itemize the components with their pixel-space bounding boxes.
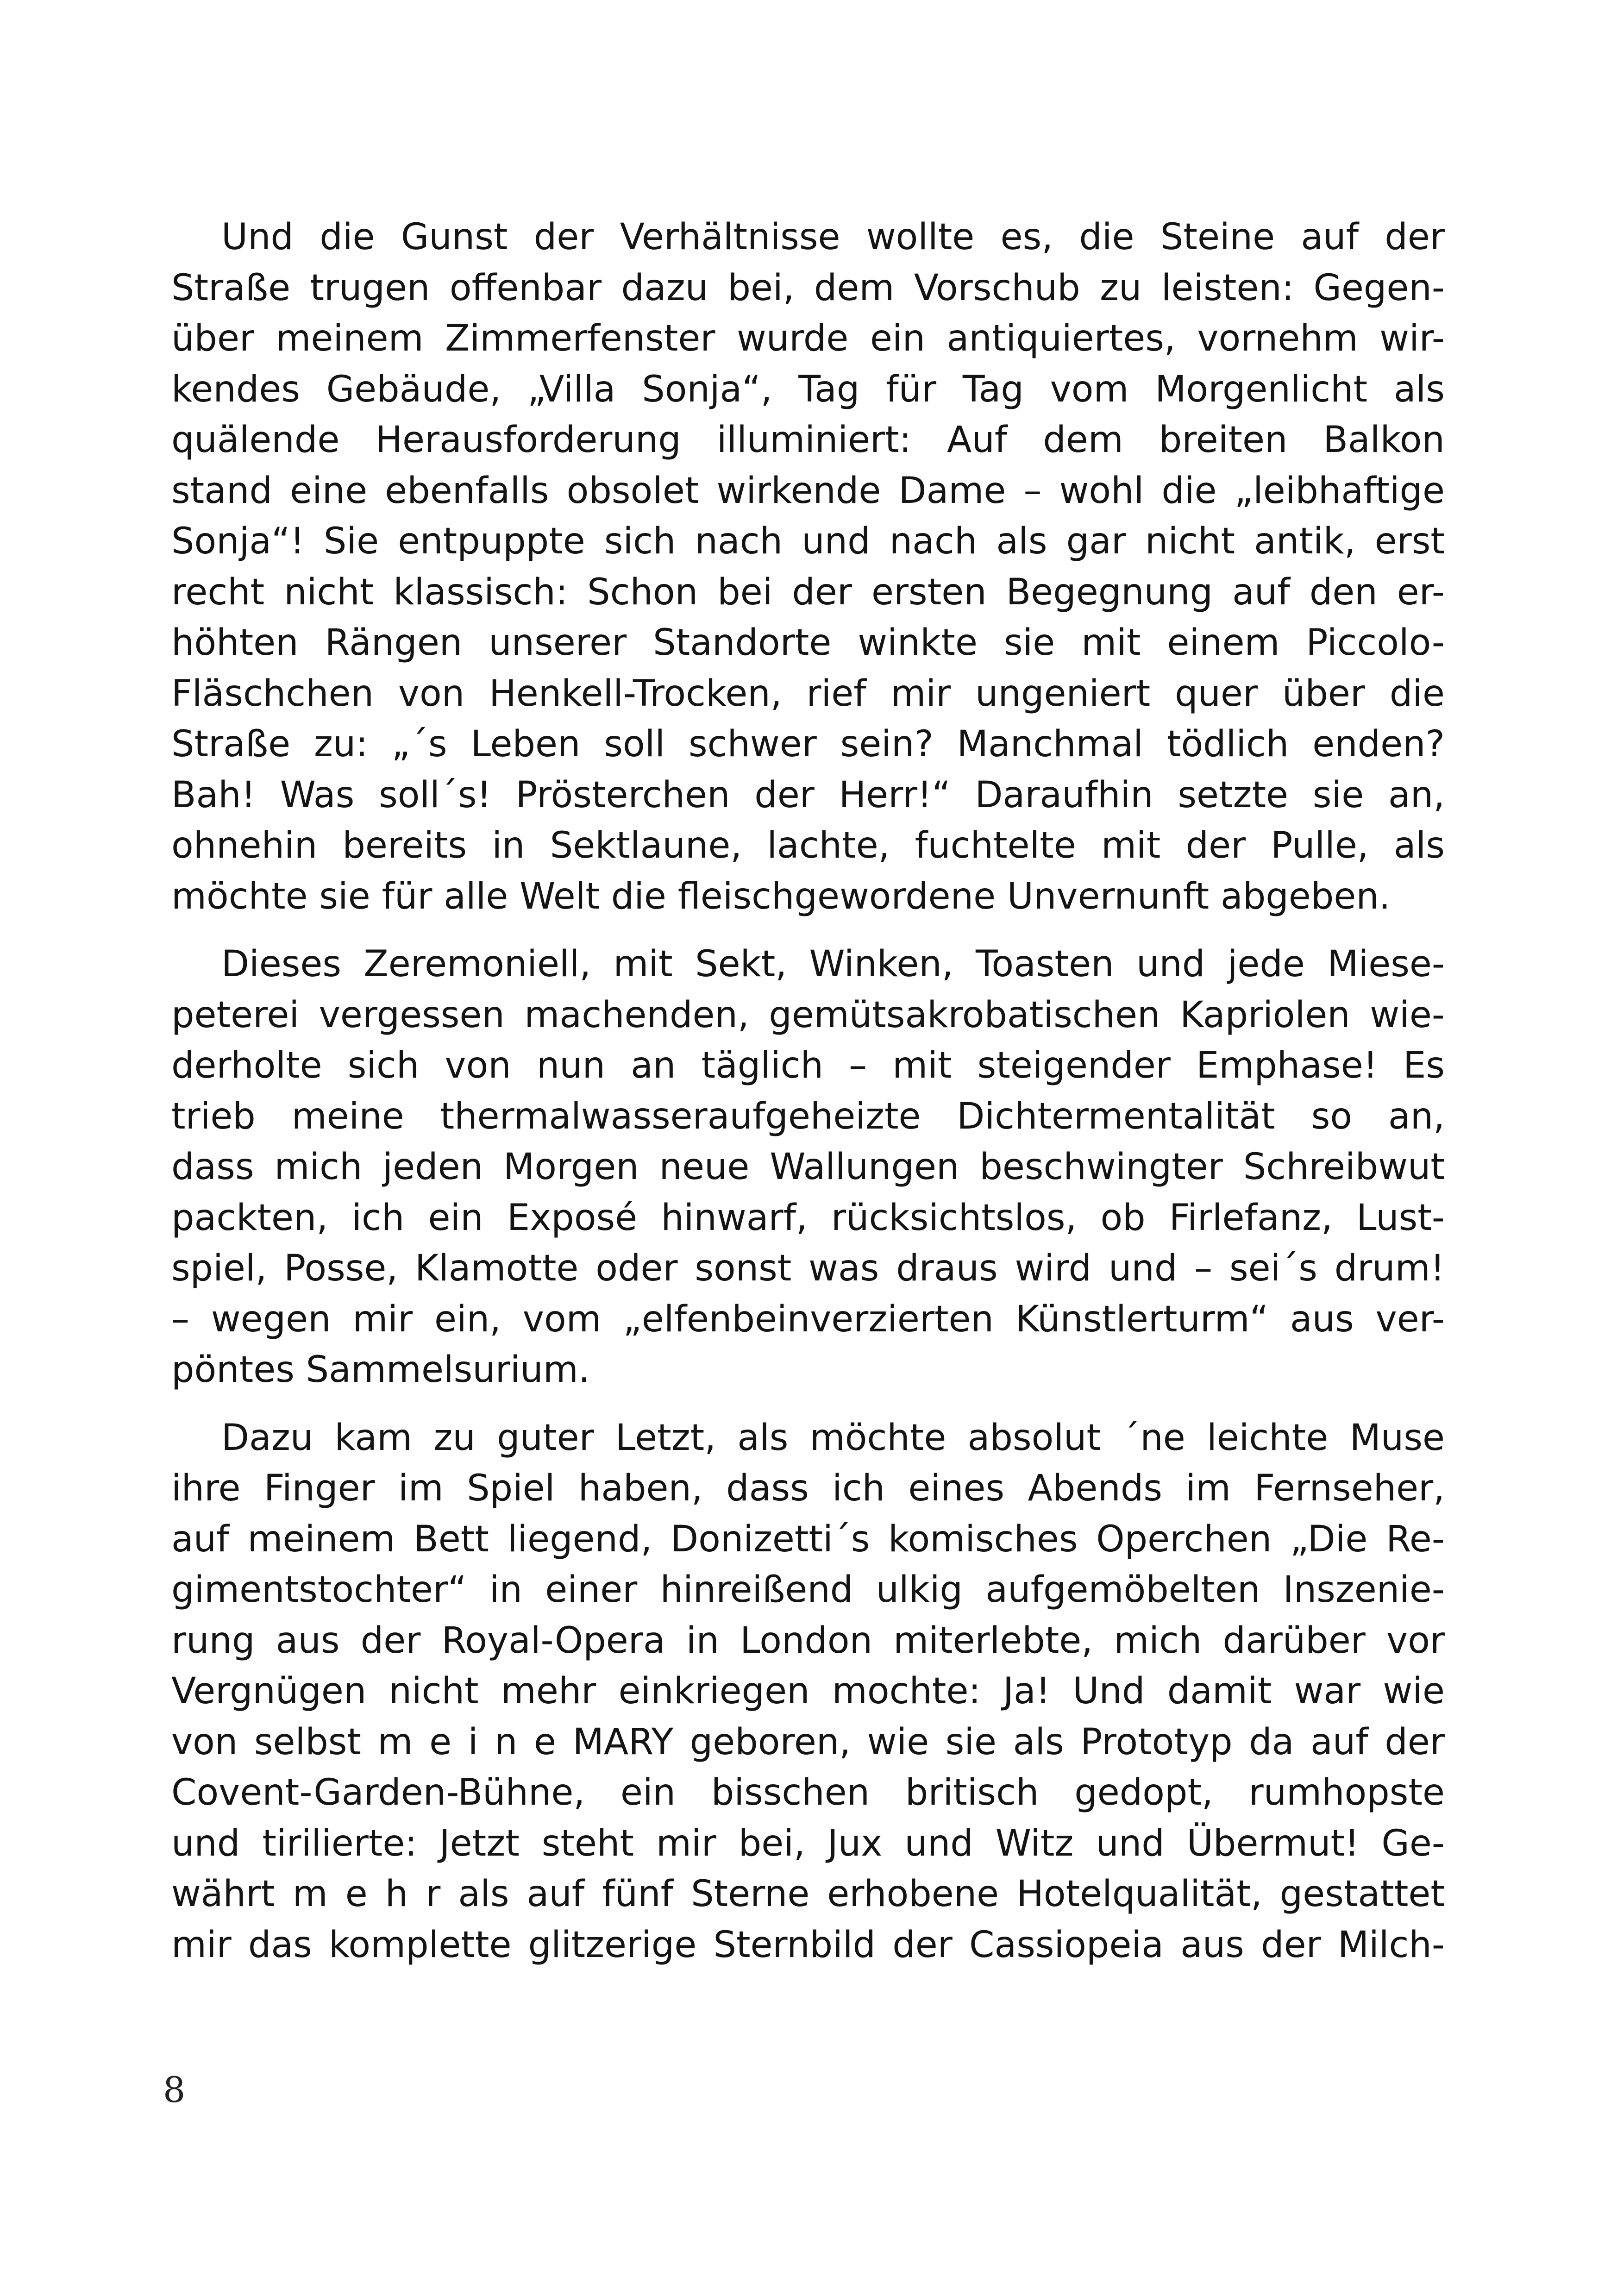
text-line: ohnehin bereits in Sektlaune, lachte, fuchtelte mit der Pulle, als — [171, 825, 1445, 866]
text-line: stand eine ebenfalls obsolet wirkende Dame – wohl die „leibhaftige — [171, 470, 1445, 512]
text-line: – wegen mir ein, vom „elfenbeinverzierten Künstlerturm“ aus ver- — [171, 1298, 1445, 1340]
text-line: Fläschchen von Henkell-Trocken, rief mir ungeniert quer über die — [171, 672, 1445, 715]
text-line: über meinem Zimmerfenster wurde ein antiquiertes, vornehm wir- — [171, 318, 1445, 359]
text-line: währt m e h r als auf fünf Sterne erhobene Hotelqualität, gestattet — [171, 1873, 1445, 1915]
text-line: Sonja“! Sie entpuppte sich nach und nach als gar nicht antik, erst — [171, 521, 1445, 562]
paragraph-3 — [171, 1413, 1445, 1971]
text-line: ihre Finger im Spiel haben, dass ich eines Abends im Fernseher, — [171, 1468, 1445, 1509]
text-line: Und die Gunst der Verhältnisse wollte es, die Steine auf der — [221, 216, 1445, 258]
text-line: mir das komplette glitzerige Sternbild der Cassiopeia aus der Milch- — [171, 1924, 1445, 1966]
text-line: spiel, Posse, Klamotte oder sonst was draus wird und – sei´s drum! — [171, 1248, 1445, 1289]
text-line: kendes Gebäude, „Villa Sonja“, Tag für Tag vom Morgenlicht als — [171, 368, 1445, 410]
paragraph-2 — [171, 939, 1445, 1396]
text-line: Bah! Was soll´s! Prösterchen der Herr!“ Daraufhin setzte sie an, — [171, 774, 1445, 816]
text-line: dass mich jeden Morgen neue Wallungen beschwingter Schreibwut — [171, 1146, 1445, 1188]
page-number: 8 — [163, 2069, 186, 2110]
text-line: quälende Herausforderung illuminiert: Auf dem breiten Balkon — [171, 419, 1445, 461]
text-line: Straße trugen offenbar dazu bei, dem Vorschub zu leisten: Gegen- — [171, 267, 1445, 309]
text-line: packten, ich ein Exposé hinwarf, rücksichtslos, ob Firlefanz, Lust- — [171, 1197, 1445, 1239]
text-line: auf meinem Bett liegend, Donizetti´s komisches Operchen „Die Re- — [171, 1518, 1445, 1560]
text-line: Straße zu: „´s Leben soll schwer sein? Manchmal tödlich enden? — [171, 723, 1445, 765]
text-line: möchte sie für alle Welt die fleischgewordene Unvernunft abgeben. — [171, 875, 1391, 917]
paragraph-1 — [171, 212, 1445, 922]
text-line: Vergnügen nicht mehr einkriegen mochte: Ja! Und damit war wie — [171, 1670, 1445, 1712]
text-line: von selbst m e i n e MARY geboren, wie sie als Prototyp da auf der — [171, 1721, 1445, 1763]
text-line: pöntes Sammelsurium. — [171, 1349, 590, 1391]
text-line: derholte sich von nun an täglich – mit steigender Emphase! Es — [171, 1045, 1445, 1086]
text-line: und tirilierte: Jetzt steht mir bei, Jux und Witz und Übermut! Ge- — [171, 1822, 1445, 1864]
text-line: Covent-Garden-Bühne, ein bisschen britisch gedopt, rumhopste — [171, 1772, 1445, 1813]
text-line: rung aus der Royal-Opera in London miterlebte, mich darüber vor — [171, 1619, 1445, 1662]
text-line: recht nicht klassisch: Schon bei der ersten Begegnung auf den er- — [171, 571, 1445, 613]
text-line: peterei vergessen machenden, gemütsakrobatischen Kapriolen wie- — [171, 994, 1445, 1036]
text-line: gimentstochter“ in einer hinreißend ulkig aufgemöbelten Inszenie- — [171, 1569, 1445, 1611]
body-text — [171, 212, 1445, 1970]
text-line: höhten Rängen unserer Standorte winkte sie mit einem Piccolo- — [171, 622, 1445, 664]
text-line: Dazu kam zu guter Letzt, als möchte absolut ´ne leichte Muse — [221, 1417, 1445, 1459]
text-line: Dieses Zeremoniell, mit Sekt, Winken, Toasten und jede Miese- — [221, 943, 1445, 985]
text-line: trieb meine thermalwasseraufgeheizte Dichtermentalität so an, — [171, 1095, 1445, 1137]
